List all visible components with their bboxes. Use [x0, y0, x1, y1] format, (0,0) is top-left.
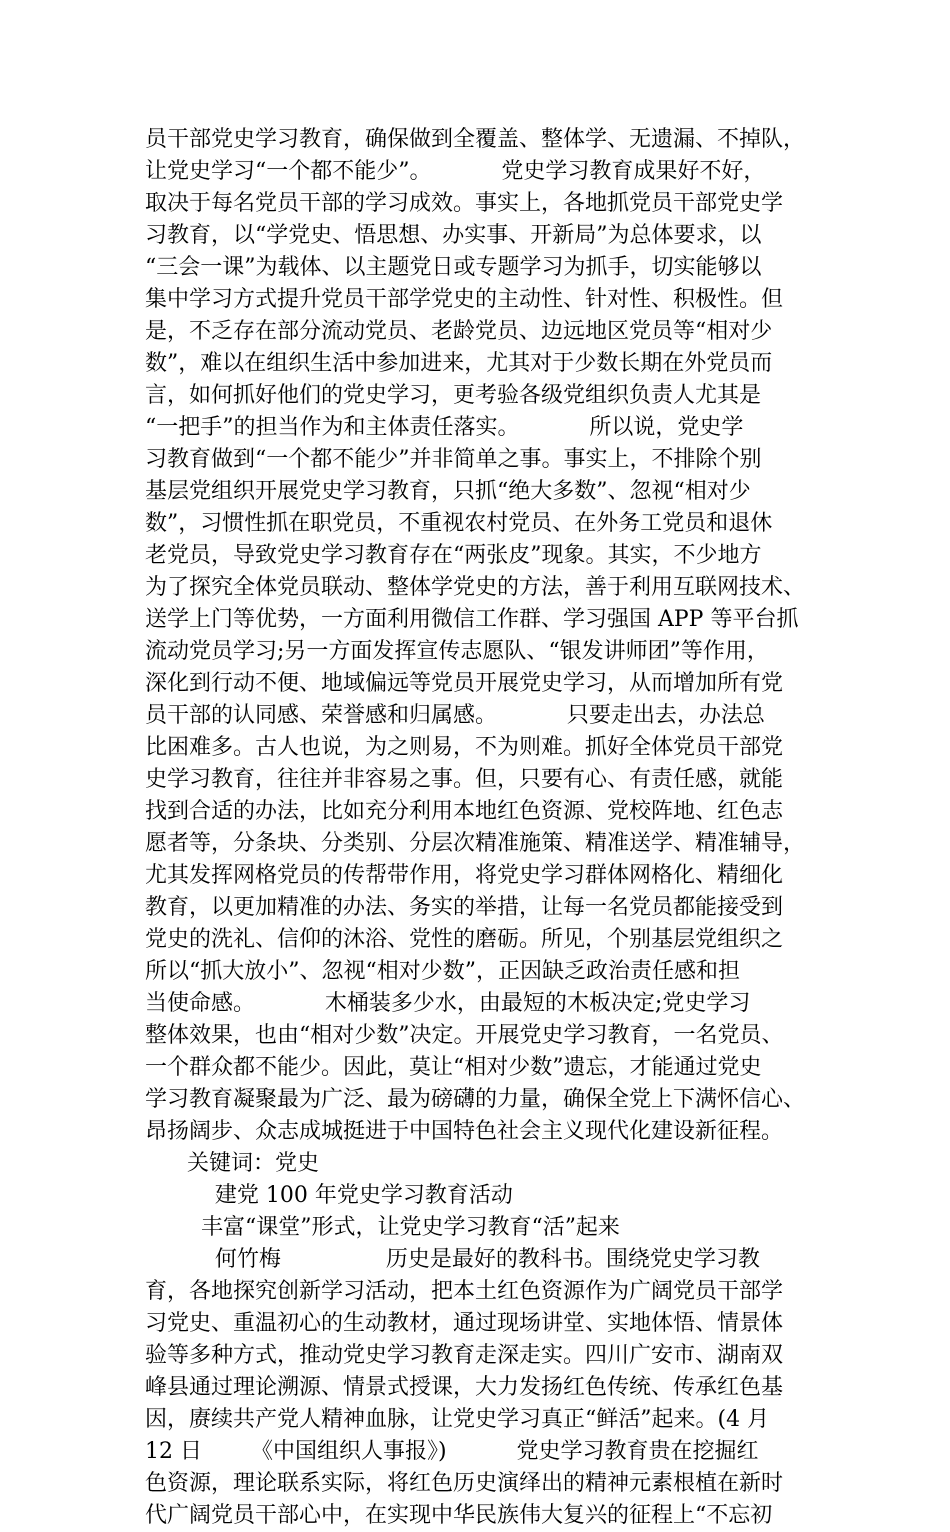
text-line: 尤其发挥网格党员的传帮带作用，将党史学习群体网格化、精细化: [145, 863, 784, 888]
text-line: 员干部的认同感、荣誉感和归属感。 只要走出去，办法总: [145, 703, 765, 728]
text-line: “三会一课”为载体、以主题党日或专题学习为抓手，切实能够以: [145, 255, 762, 280]
text-line: 习党史、重温初心的生动教材，通过现场讲堂、实地体悟、情景体: [145, 1311, 784, 1336]
text-line: 找到合适的办法，比如充分利用本地红色资源、党校阵地、红色志: [145, 799, 784, 824]
text-line: “一把手”的担当作为和主体责任落实。 所以说，党史学: [145, 415, 744, 440]
text-line: 育，各地探究创新学习活动，把本土红色资源作为广阔党员干部学: [145, 1279, 784, 1304]
text-line: 老党员，导致党史学习教育存在“两张皮”现象。其实，不少地方: [145, 543, 762, 568]
text-line: 基层党组织开展党史学习教育，只抓“绝大多数”、忽视“相对少: [145, 479, 751, 504]
text-line: 是，不乏存在部分流动党员、老龄党员、边远地区党员等“相对少: [145, 319, 773, 344]
text-line: 流动党员学习;另一方面发挥宣传志愿队、“银发讲师团”等作用，: [145, 639, 769, 664]
text-line: 取决于每名党员干部的学习成效。事实上，各地抓党员干部党史学: [145, 191, 784, 216]
text-line: 数”，难以在组织生活中参加进来，尤其对于少数长期在外党员而: [145, 351, 773, 376]
text-line: 史学习教育，往往并非容易之事。但，只要有心、有责任感，就能: [145, 767, 784, 792]
text-line: 代广阔党员干部心中，在实现中华民族伟大复兴的征程上“不忘初: [145, 1503, 773, 1528]
body-text: [145, 124, 825, 1532]
text-line: 建党 100 年党史学习教育活动: [145, 1183, 513, 1208]
text-line: 教育，以更加精准的办法、务实的举措，让每一名党员都能接受到: [145, 895, 784, 920]
text-line: 关键词：党史: [145, 1151, 319, 1176]
text-line: 验等多种方式，推动党史学习教育走深走实。四川广安市、湖南双: [145, 1343, 784, 1368]
text-line: 让党史学习“一个都不能少”。 党史学习教育成果好不好，: [145, 159, 766, 184]
text-line: 习教育，以“学党史、悟思想、办实事、开新局”为总体要求，以: [145, 223, 762, 248]
text-line: 峰县通过理论溯源、情景式授课，大力发扬红色传统、传承红色基: [145, 1375, 784, 1400]
text-line: 比困难多。古人也说，为之则易，不为则难。抓好全体党员干部党: [145, 735, 784, 760]
text-line: 深化到行动不便、地域偏远等党员开展党史学习，从而增加所有党: [145, 671, 784, 696]
text-line: 送学上门等优势，一方面利用微信工作群、学习强国 APP 等平台抓: [145, 607, 799, 632]
text-line: 学习教育凝聚最为广泛、最为磅礴的力量，确保全党上下满怀信心、: [145, 1087, 806, 1112]
text-line: 员干部党史学习教育，确保做到全覆盖、整体学、无遗漏、不掉队，: [145, 127, 806, 152]
text-line: 整体效果，也由“相对少数”决定。开展党史学习教育，一名党员、: [145, 1023, 784, 1048]
text-line: 所以“抓大放小”、忽视“相对少数”，正因缺乏政治责任感和担: [145, 959, 740, 984]
text-line: 党史的洗礼、信仰的沐浴、党性的磨砺。所见，个别基层党组织之: [145, 927, 784, 952]
text-line: 色资源，理论联系实际，将红色历史演绎出的精神元素根植在新时: [145, 1471, 784, 1496]
text-line: 当使命感。 木桶装多少水，由最短的木板决定;党史学习: [145, 991, 751, 1016]
text-line: 因，赓续共产党人精神血脉，让党史学习真正“鲜活”起来。(4 月: [145, 1407, 770, 1432]
text-line: 一个群众都不能少。因此，莫让“相对少数”遗忘，才能通过党史: [145, 1055, 762, 1080]
text-line: 集中学习方式提升党员干部学党史的主动性、针对性、积极性。但: [145, 287, 784, 312]
text-line: 昂扬阔步、众志成城挺进于中国特色社会主义现代化建设新征程。: [145, 1119, 784, 1144]
text-line: 习教育做到“一个都不能少”并非简单之事。事实上，不排除个别: [145, 447, 762, 472]
text-line: 愿者等，分条块、分类别、分层次精准施策、精准送学、精准辅导，: [145, 831, 806, 856]
text-line: 12 日 《中国组织人事报》) 党史学习教育贵在挖掘红: [145, 1439, 759, 1464]
text-line: 何竹梅 历史是最好的教科书。围绕党史学习教: [145, 1247, 760, 1272]
text-line: 言，如何抓好他们的党史学习，更考验各级党组织负责人尤其是: [145, 383, 762, 408]
text-line: 数”，习惯性抓在职党员，不重视农村党员、在外务工党员和退休: [145, 511, 773, 536]
text-line: 丰富“课堂”形式，让党史学习教育“活”起来: [145, 1215, 620, 1240]
text-line: 为了探究全体党员联动、整体学党史的方法，善于利用互联网技术、: [145, 575, 806, 600]
